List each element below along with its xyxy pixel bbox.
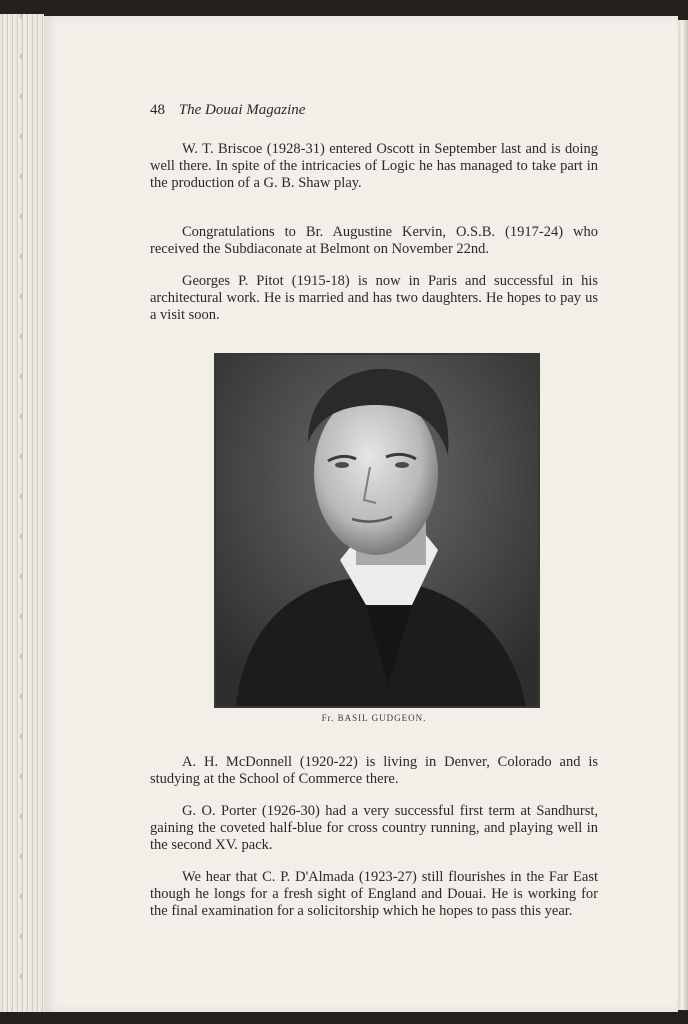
portrait-photo: [214, 353, 540, 708]
paragraph-kervin: Congratulations to Br. Augustine Kervin, O.S.B. (1917-24) who received the Subdiaconate at Belmont on November 22nd.: [150, 224, 598, 258]
magazine-title: The Douai Magazine: [178, 102, 306, 118]
paragraph-pitot: Georges P. Pitot (1915-18) is now in Paris and successful in his architectural work. He is married and has two daughters. He hopes to pay us a visit soon.: [150, 273, 598, 324]
paragraph-dalmada: We hear that C. P. D'Almada (1923-27) still flourishes in the Far East though he longs for a fresh sight of England and Douai. He is working for the final examination for a solicitorship which he hopes to pass this year.: [150, 869, 598, 920]
paragraph-briscoe: W. T. Briscoe (1928-31) entered Oscott in September last and is doing well there. In spite of the intricacies of Logic he has managed to take part in the production of a G. B. Shaw play.: [150, 141, 598, 192]
photo-caption: Fr. BASIL GUDGEON.: [321, 713, 427, 723]
book-right-edge: [678, 20, 688, 1010]
paragraph-mcdonnell: A. H. McDonnell (1920-22) is living in Denver, Colorado and is studying at the School of Commerce there.: [150, 754, 598, 788]
page-number: 48: [150, 102, 165, 118]
paragraph-porter: G. O. Porter (1926-30) had a very successful first term at Sandhurst, gaining the coveted half-blue for cross country running, and playing well in the second XV. pack.: [150, 803, 598, 854]
book-page-edges: [0, 14, 44, 1012]
running-header: [150, 102, 305, 119]
page: [44, 16, 678, 1012]
